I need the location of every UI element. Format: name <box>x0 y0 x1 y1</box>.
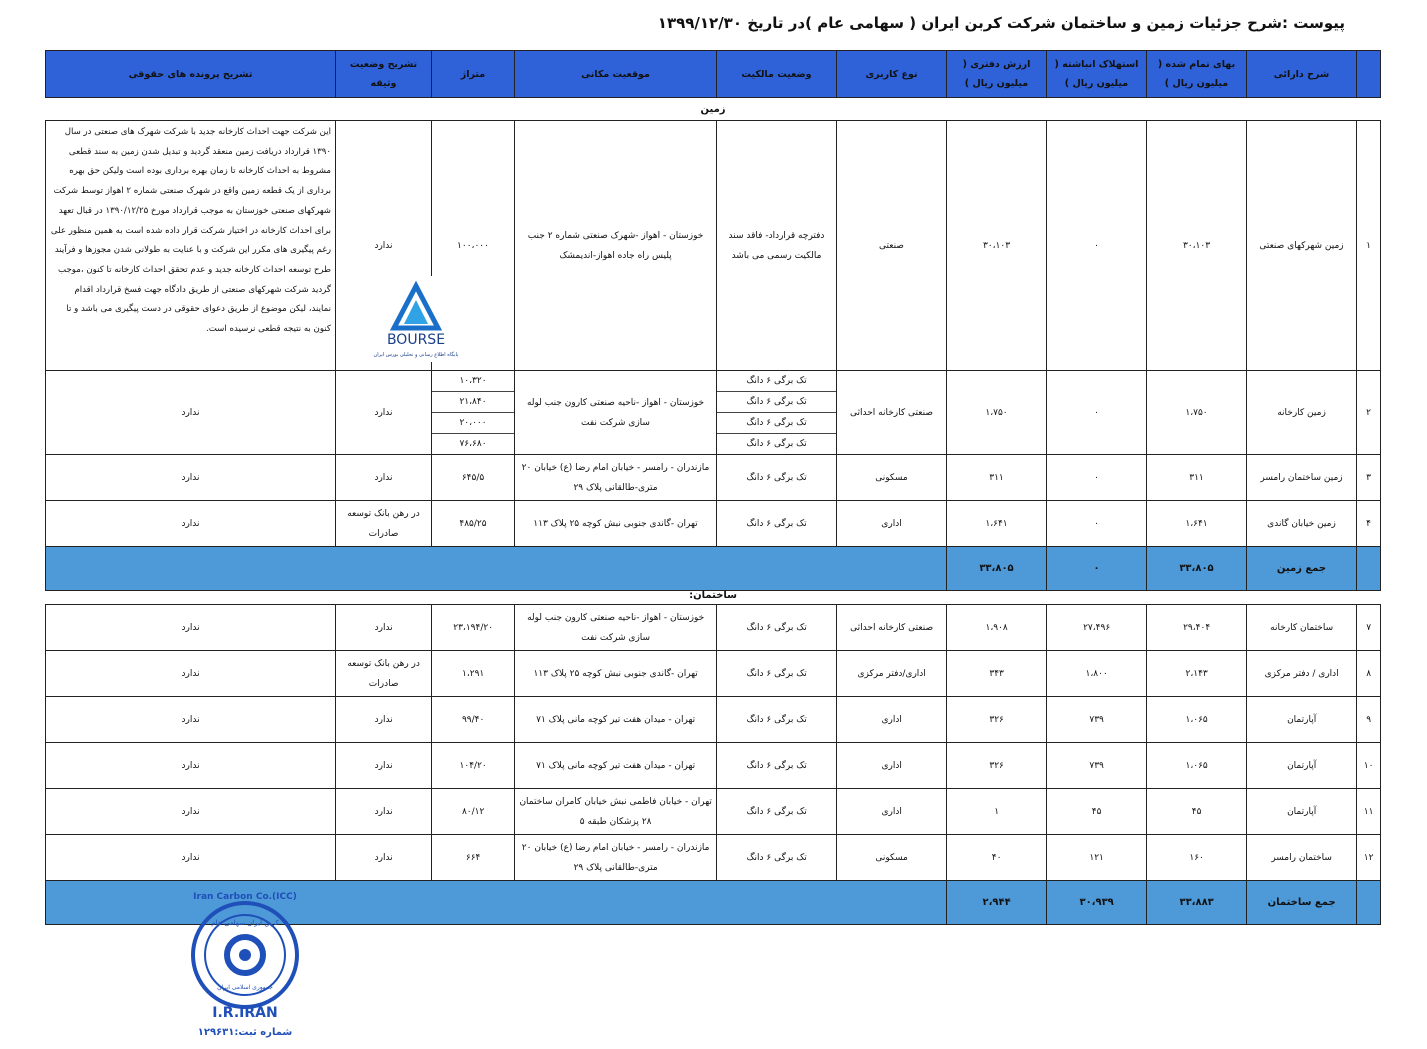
company-seal <box>185 885 310 1045</box>
table-row: ۹ آپارتمان ۱،۰۶۵ ۷۳۹ ۳۲۶ اداری تک برگی ۶ دانگ تهران - میدان هفت تیر کوچه مانی پلاک ۷۱ ۹۹/۴۰ ندارد ندارد <box>46 697 1381 743</box>
logo-subtext: پایگاه اطلاع رسانی و تحلیلی بورس ایران <box>373 352 459 358</box>
page-title: پیوست :شرح جزئیات زمین و ساختمان شرکت کربن ایران ( سهامی عام )در تاریخ ۱۳۹۹/۱۲/۳۰ <box>657 14 1345 32</box>
header-row <box>46 51 1381 98</box>
land-total-row: جمع زمین ۳۳،۸۰۵ ۰ ۳۳،۸۰۵ <box>46 547 1381 591</box>
header-book-value: ارزش دفتری ( میلیون ریال ) <box>947 51 1047 98</box>
table-row: ۸ اداری / دفتر مرکزی ۲،۱۴۳ ۱،۸۰۰ ۳۴۳ اداری/دفتر مرکزی تک برگی ۶ دانگ تهران -گاندی جنوبی نبش کوچه ۲۵ پلاک ۱۱۳ ۱،۲۹۱ در رهن بانک توسعه صادرات ندارد <box>46 651 1381 697</box>
table-row: ۳ زمین ساختمان رامسر ۳۱۱ ۰ ۳۱۱ مسکونی تک برگی ۶ دانگ مازندران - رامسر - خیابان امام رضا (ع) خیابان ۲۰ متری-طالقانی پلاک ۲۹ ۶۴۵/۵ ندارد ندارد <box>46 455 1381 501</box>
header-usage: نوع کاربری <box>837 51 947 98</box>
table-row: ۴ زمین خیابان گاندی ۱،۶۴۱ ۰ ۱،۶۴۱ اداری تک برگی ۶ دانگ تهران -گاندی جنوبی نبش کوچه ۲۵ پلاک ۱۱۳ ۴۸۵/۲۵ در رهن بانک توسعه صادرات ندارد <box>46 501 1381 547</box>
header-location: موقعیت مکانی <box>515 51 717 98</box>
header-ownership: وضعیت مالکیت <box>717 51 837 98</box>
table-row: ۱۰ آپارتمان ۱،۰۶۵ ۷۳۹ ۳۲۶ اداری تک برگی ۶ دانگ تهران - میدان هفت تیر کوچه مانی پلاک ۷۱ ۱۰۴/۲۰ ندارد ندارد <box>46 743 1381 789</box>
ownership-stack: تک برگی ۶ دانگ تک برگی ۶ دانگ تک برگی ۶ دانگ تک برگی ۶ دانگ <box>717 371 837 455</box>
header-collateral: تشریح وضعیت وثیقه <box>336 51 432 98</box>
header-legal: تشریح پرونده های حقوقی <box>46 51 336 98</box>
bourse-logo <box>372 276 460 362</box>
header-depreciation: استهلاک انباشته ( میلیون ریال ) <box>1047 51 1147 98</box>
seal-fa-text: کربن ایران سهامی عام <box>211 919 279 927</box>
legal-note: این شرکت جهت احداث کارخانه جدید با شرکت شهرک های صنعتی در سال ۱۳۹۰ قرارداد دریافت زمین منعقد گردید و تبدیل شدن زمین به سند قطعی مشروط به احداث کارخانه تا زمان بهره برداری بوده است ولیکن حق بهره برداری از یک قطعه زمین واقع در شهرک صنعتی شماره ۲ اهواز توسط شرکت شهرکهای صنعتی خوزستان به موجب قرارداد مورخ ۱۳۹۰/۱۲/۲۵ در قبال تعهد برای احداث کارخانه در اختیار شرکت قرار داده شده است به همین منظور علی رغم پیگیری های مکرر این شرکت و با عنایت به طولانی شدن مجوزها و فرآیند طرح توسعه احداث کارخانه جدید و عدم تحقق احداث کارخانه تا کنون ،موجب گردید شرکت شهرکهای صنعتی از طریق دادگاه جهت فسخ قرارداد اقدام نمایند، لیکن موضوع از طریق دعوای حقوقی در دست پیگیری می باشد و تا کنون به نتیجه قطعی نرسیده است. <box>46 121 336 371</box>
seal-rep-text: جمهوری اسلامی ایران <box>217 984 273 991</box>
land-table <box>45 50 1381 591</box>
building-total-row: جمع ساختمان ۳۳،۸۸۳ ۳۰،۹۳۹ ۲،۹۴۴ <box>46 881 1381 925</box>
section-building: ساختمان: <box>689 589 737 601</box>
logo-text: BOURSE <box>386 332 446 348</box>
section-land: زمین <box>700 103 726 115</box>
seal-top-text: Iran Carbon Co.(ICC) <box>193 892 297 902</box>
table-row: ۲ زمین کارخانه ۱،۷۵۰ ۰ ۱،۷۵۰ صنعتی کارخانه احداثی تک برگی ۶ دانگ تک برگی ۶ دانگ تک برگی ۶ دانگ تک برگی ۶ دانگ خوزستان - اهواز -ناحیه صنعتی کارون جنب لوله سازی شرکت نفت ۱۰،۳۲۰ ۲۱،۸۴۰ ۲۰،۰۰۰ ۷۶،۶۸۰ ندارد ندارد <box>46 371 1381 455</box>
header-asset: شرح دارائی <box>1247 51 1357 98</box>
table-row: ۱۱ آپارتمان ۴۵ ۴۵ ۱ اداری تک برگی ۶ دانگ تهران - خیابان فاطمی نبش خیابان کامران ساختمان ۲۸ پزشکان طبقه ۵ ۸۰/۱۲ ندارد ندارد <box>46 789 1381 835</box>
area-stack: ۱۰،۳۲۰ ۲۱،۸۴۰ ۲۰،۰۰۰ ۷۶،۶۸۰ <box>432 371 515 455</box>
building-table <box>45 586 1381 925</box>
table-row: ۷ ساختمان کارخانه ۲۹،۴۰۴ ۲۷،۴۹۶ ۱،۹۰۸ صنعتی کارخانه احداثی تک برگی ۶ دانگ خوزستان - اهواز -ناحیه صنعتی کارون جنب لوله سازی شرکت نفت ۲۳،۱۹۴/۲۰ ندارد ندارد <box>46 605 1381 651</box>
seal-reg: شماره ثبت:۱۲۹۶۳۱ <box>197 1027 293 1038</box>
table-row: ۱۲ ساختمان رامسر ۱۶۰ ۱۲۱ ۴۰ مسکونی تک برگی ۶ دانگ مازندران - رامسر - خیابان امام رضا (ع) خیابان ۲۰ متری-طالقانی پلاک ۲۹ ۶۶۴ ندارد ندارد <box>46 835 1381 881</box>
header-no <box>1357 51 1381 98</box>
header-area: متراژ <box>432 51 515 98</box>
table-row: ۱ زمین شهرکهای صنعتی ۳۰،۱۰۳ ۰ ۳۰،۱۰۳ صنعتی دفترچه قرارداد- فاقد سند مالکیت رسمی می باشد خوزستان - اهواز -شهرک صنعتی شماره ۲ جنب پلیس راه جاده اهواز-اندیمشک ۱۰۰،۰۰۰ ندارد این شرکت جهت احداث کارخانه جدید با شرکت شهرک های صنعتی در سال ۱۳۹۰ قرارداد دریافت زمین منعقد گردید و تبدیل شدن زمین به سند قطعی مشروط به احداث کارخانه تا زمان بهره برداری بوده است ولیکن حق بهره برداری از یک قطعه زمین واقع در شهرک صنعتی شماره ۲ اهواز توسط شرکت شهرکهای صنعتی خوزستان به موجب قرارداد مورخ ۱۳۹۰/۱۲/۲۵ در قبال تعهد برای احداث کارخانه در اختیار شرکت قرار داده شده است به همین منظور علی رغم پیگیری های مکرر این شرکت و با عنایت به طولانی شدن مجوزها و فرآیند طرح توسعه احداث کارخانه جدید و عدم تحقق احداث کارخانه تا کنون ،موجب گردید شرکت شهرکهای صنعتی از طریق دادگاه جهت فسخ قرارداد اقدام نمایند، لیکن موضوع از طریق دعوای حقوقی در دست پیگیری می باشد و تا کنون به نتیجه قطعی نرسیده است. <box>46 121 1381 371</box>
header-cost: بهای تمام شده ( میلیون ریال ) <box>1147 51 1247 98</box>
seal-country: I.R.IRAN <box>212 1005 278 1021</box>
